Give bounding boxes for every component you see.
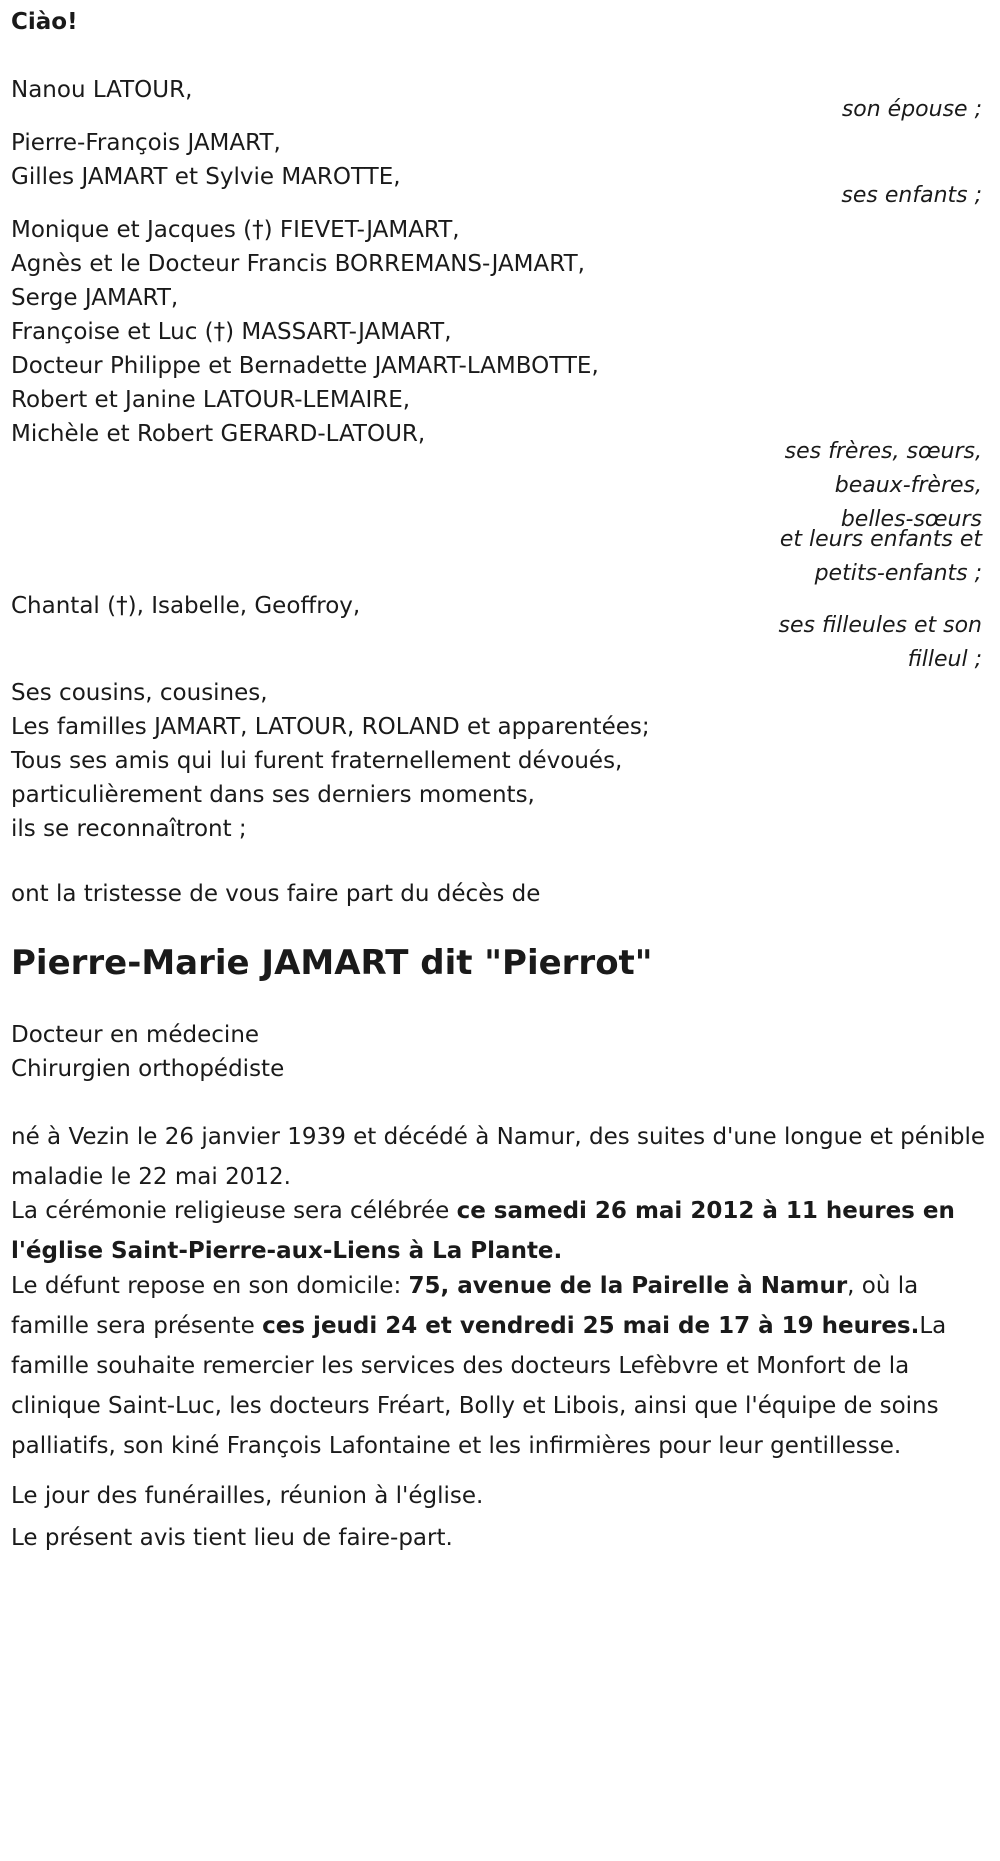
relation-label: petits-enfants ; [814,561,982,586]
family-name: Françoise et Luc (†) MASSART-JAMART, [11,319,452,345]
family-name: Chantal (†), Isabelle, Geoffroy, [11,593,361,619]
rest-times: ces jeudi 24 et vendredi 25 mai de 17 à 19 heures. [262,1313,920,1339]
family-name: Nanou LATOUR, [11,77,193,103]
rest-address: 75, avenue de la Pairelle à Namur [408,1273,848,1299]
relation-label: et leurs enfants et [779,527,982,552]
others-line: ils se reconnaîtront ; [11,816,247,842]
family-name: Pierre-François JAMART, [11,130,281,156]
greeting: Ciào! [11,9,78,35]
family-name: Monique et Jacques (†) FIEVET-JAMART, [11,217,460,243]
relation-label: ses filleules et son [778,613,982,638]
relation-label: ses enfants ; [841,183,982,208]
family-name: Michèle et Robert GERARD-LATOUR, [11,421,426,447]
family-name: Serge JAMART, [11,285,179,311]
others-line: Les familles JAMART, LATOUR, ROLAND et apparentées; [11,714,650,740]
notice-text: Le présent avis tient lieu de faire-part. [11,1525,453,1551]
rest-intro: Le défunt repose en son domicile: [11,1273,409,1299]
profession-line: Chirurgien orthopédiste [11,1056,285,1082]
family-name: Docteur Philippe et Bernadette JAMART-LAMBOTTE, [11,353,599,379]
announce-text: ont la tristesse de vous faire part du décès de [11,881,541,907]
birth-death-text: né à Vezin le 26 janvier 1939 et décédé à Namur, des suites d'une longue et pénible maladie le 22 mai 2012. [11,1124,986,1190]
relation-label: son épouse ; [841,97,982,122]
rest-text [11,1266,986,1466]
others-line: Tous ses amis qui lui furent fraternellement dévoués, [11,748,623,774]
ceremony-text [11,1191,986,1271]
thanks-text: La famille souhaite remercier les services des docteurs Lefèbvre et Monfort de la clinique Saint-Luc, les docteurs Fréart, Bolly et Libois, ainsi que l'équipe de soins palliatifs, son kiné François Lafontaine et les infirmières pour leur gentillesse. [11,1313,947,1459]
funeral-meeting-text: Le jour des funérailles, réunion à l'église. [11,1483,484,1509]
ceremony-details: ce samedi 26 mai 2012 à 11 heures en l'église Saint-Pierre-aux-Liens à La Plante. [11,1198,955,1264]
family-name: Robert et Janine LATOUR-LEMAIRE, [11,387,411,413]
relation-label: beaux-frères, [834,473,982,498]
profession-line: Docteur en médecine [11,1022,260,1048]
rest-mid: , où la famille sera présente [11,1273,919,1339]
relation-label: belles-sœurs [840,507,982,532]
relation-label: filleul ; [907,647,982,672]
others-line: Ses cousins, cousines, [11,680,268,706]
deceased-name: Pierre-Marie JAMART dit "Pierrot" [11,943,653,983]
family-name: Agnès et le Docteur Francis BORREMANS-JAMART, [11,251,585,277]
ceremony-intro: La cérémonie religieuse sera célébrée [11,1198,457,1224]
family-name: Gilles JAMART et Sylvie MAROTTE, [11,164,401,190]
relation-label: ses frères, sœurs, [784,439,982,464]
others-line: particulièrement dans ses derniers moments, [11,782,535,808]
